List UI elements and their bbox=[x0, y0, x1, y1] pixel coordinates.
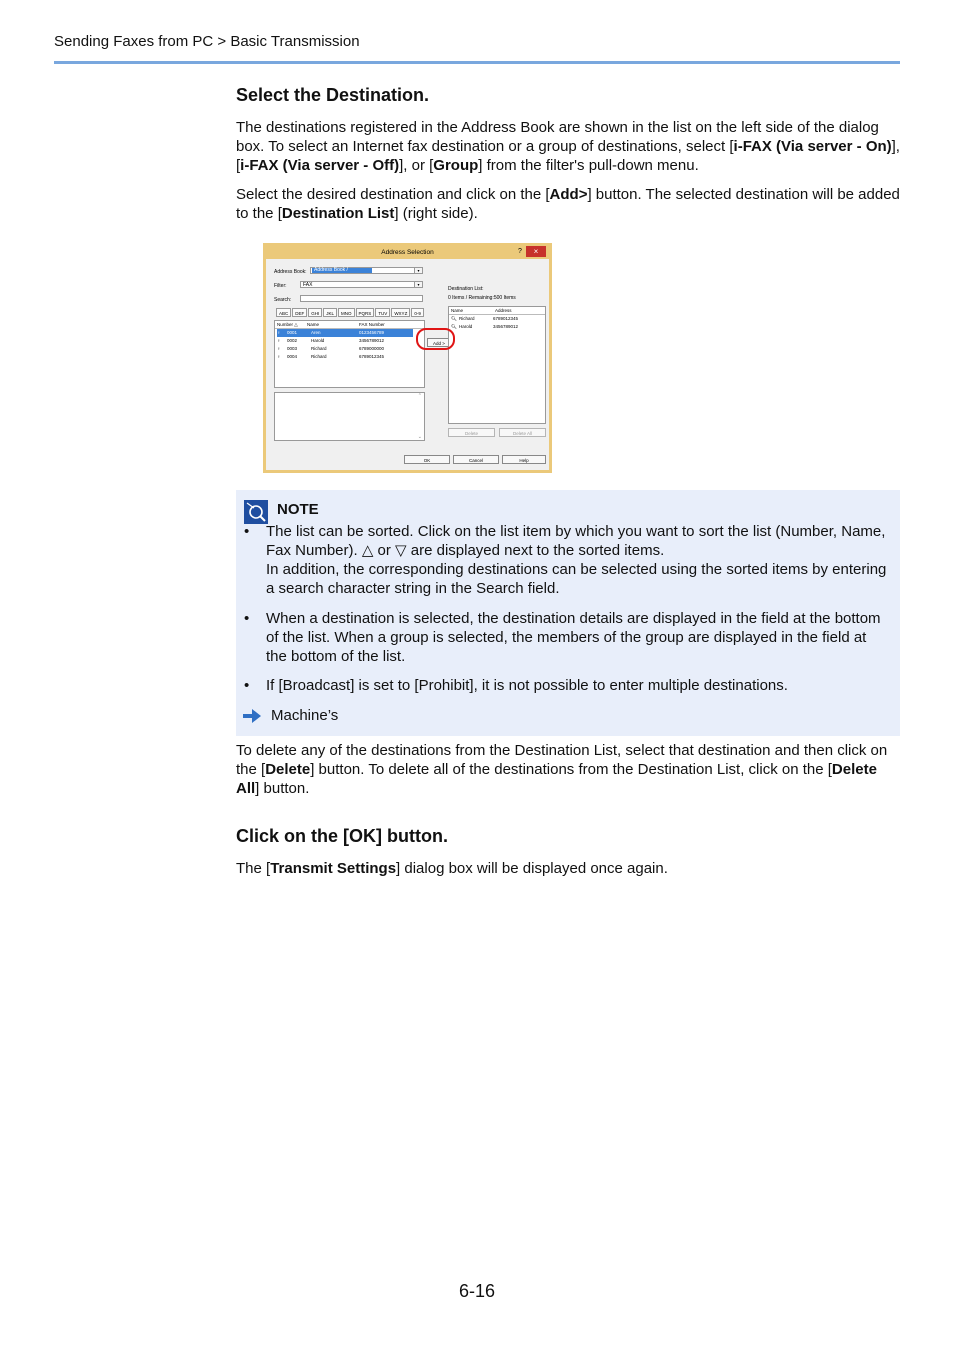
row-fax: 3456789012 bbox=[359, 338, 385, 343]
row-address: 6789012345 bbox=[493, 316, 519, 321]
row-name: Richard bbox=[311, 354, 327, 359]
reference-arrow-icon bbox=[243, 709, 261, 723]
row-address: 3456789012 bbox=[493, 324, 519, 329]
address-list-header bbox=[275, 321, 424, 329]
destination-list-header bbox=[449, 307, 545, 315]
section-heading: Select the Destination. bbox=[236, 85, 430, 105]
text: ] from the filter's pull-down menu. bbox=[478, 157, 699, 174]
text: ] dialog box will be displayed once again. bbox=[396, 860, 668, 877]
address-list bbox=[274, 320, 425, 388]
add-button-highlight bbox=[416, 328, 455, 350]
address-selection-dialog bbox=[263, 243, 552, 473]
list-item[interactable] bbox=[277, 329, 413, 337]
address-book-value: Address Book / bbox=[312, 268, 372, 273]
note-item: When a destination is selected, the destination details are displayed in the field at the bottom of the list. When a group is selected, the members of the group are displayed in the field at the bottom of the list. bbox=[266, 610, 881, 665]
bold-term: i-FAX (Via server - On) bbox=[733, 138, 892, 155]
key-icon: 🔍︎ bbox=[451, 316, 457, 321]
close-button[interactable]: × bbox=[526, 246, 546, 257]
help-button[interactable]: Help bbox=[502, 455, 546, 464]
scroll-down-icon[interactable]: ⌄ bbox=[417, 434, 422, 440]
text: To delete any of the destinations from the Destination List, select that destination and then click on the [ bbox=[236, 742, 888, 778]
bullet: • bbox=[244, 523, 250, 540]
scroll-up-icon[interactable]: ⌃ bbox=[417, 393, 422, 399]
bold-term: Group bbox=[433, 157, 479, 174]
cancel-button[interactable]: Cancel bbox=[453, 455, 499, 464]
filter-select[interactable] bbox=[300, 281, 423, 288]
column-name[interactable]: Name bbox=[451, 308, 464, 313]
key-icon: 🔍︎ bbox=[451, 324, 457, 329]
bullet: • bbox=[244, 677, 250, 694]
text: The destinations registered in the Address Book are shown in the list on the left side of the dialog box. To select an Internet fax destination or a group of destinations, select [ bbox=[236, 119, 879, 155]
tab-ghi[interactable]: GHI bbox=[308, 308, 322, 317]
dialog-titlebar bbox=[266, 246, 549, 259]
list-item[interactable] bbox=[451, 315, 545, 323]
note-item: If [Broadcast] is set to [Prohibit], it is not possible to enter multiple destinations. bbox=[266, 677, 788, 694]
bold-term: Delete All bbox=[236, 761, 877, 797]
reference-link[interactable]: Machine’s bbox=[271, 707, 339, 724]
address-book-label: Address Book: bbox=[274, 269, 307, 275]
index-tabs bbox=[276, 308, 425, 317]
bold-term: Add> bbox=[549, 186, 588, 203]
contact-icon: ♀ bbox=[277, 354, 281, 359]
note-item: The list can be sorted. Click on the list item by which you want to sort the list (Number, Name, Fax Number). △ or ▽ are displayed next to the sorted items. bbox=[266, 523, 886, 559]
tab-0-9[interactable]: 0-9 bbox=[411, 308, 424, 317]
text: ] button. The selected destination will be added to the [ bbox=[236, 186, 900, 222]
note-box bbox=[236, 490, 900, 736]
row-name: Aren bbox=[311, 330, 321, 335]
page-number: 6-16 bbox=[458, 1281, 496, 1301]
destination-details-field bbox=[274, 392, 425, 441]
list-item[interactable] bbox=[277, 337, 413, 345]
bullet: • bbox=[244, 610, 250, 627]
destination-count: 0 Items / Remaining:500 Items bbox=[448, 295, 516, 301]
row-number: 0004 bbox=[287, 354, 298, 359]
chevron-down-icon: ▾ bbox=[414, 268, 422, 273]
text: The [ bbox=[236, 860, 271, 877]
list-item[interactable] bbox=[277, 345, 413, 353]
row-number: 0001 bbox=[287, 330, 298, 335]
contact-icon: ♀ bbox=[277, 330, 281, 335]
text: ], or [ bbox=[399, 157, 434, 174]
section-click-ok bbox=[236, 827, 900, 846]
chevron-down-icon: ▾ bbox=[414, 282, 422, 287]
contact-icon: ♀ bbox=[277, 338, 281, 343]
bold-term: Destination List bbox=[281, 205, 395, 222]
search-label: Search: bbox=[274, 297, 292, 303]
row-name: Richard bbox=[311, 346, 327, 351]
search-input[interactable] bbox=[300, 295, 423, 302]
delete-button[interactable]: Delete bbox=[448, 428, 495, 437]
tab-abc[interactable]: ABC bbox=[276, 308, 291, 317]
tab-mno[interactable]: MNO bbox=[338, 308, 355, 317]
destination-list-label: Destination List: bbox=[448, 286, 484, 292]
bold-term: i-FAX (Via server - Off) bbox=[240, 157, 400, 174]
note-title: NOTE bbox=[277, 501, 319, 518]
text: Select the desired destination and click on the [ bbox=[236, 186, 550, 203]
filter-label: Filter: bbox=[274, 283, 287, 289]
row-name: Harold bbox=[311, 338, 325, 343]
tab-pqrs[interactable]: PQRS bbox=[356, 308, 375, 317]
text: ] button. To delete all of the destinations from the Destination List, click on the [ bbox=[310, 761, 832, 778]
bold-term: Transmit Settings bbox=[270, 860, 397, 877]
header-rule bbox=[54, 61, 900, 64]
add-button[interactable]: Add > bbox=[427, 338, 451, 347]
delete-all-button[interactable]: Delete All bbox=[499, 428, 546, 437]
list-item[interactable] bbox=[277, 353, 413, 361]
list-item[interactable] bbox=[451, 323, 545, 331]
tab-tuv[interactable]: TUV bbox=[375, 308, 390, 317]
row-number: 0003 bbox=[287, 346, 298, 351]
paragraph-transmit bbox=[236, 859, 900, 878]
column-number[interactable]: Number △ bbox=[277, 322, 298, 327]
breadcrumb: Sending Faxes from PC > Basic Transmission bbox=[54, 33, 360, 50]
column-address[interactable]: Address bbox=[495, 308, 512, 313]
address-book-select[interactable] bbox=[310, 267, 423, 274]
paragraph-filter bbox=[236, 118, 900, 175]
text: ] button. bbox=[255, 780, 310, 797]
column-fax-number[interactable]: FAX Number bbox=[359, 322, 385, 327]
tab-wxyz[interactable]: WXYZ bbox=[391, 308, 410, 317]
note-item-continued: In addition, the corresponding destinations can be selected using the sorted items by entering a search character string in the Search field. bbox=[266, 561, 887, 597]
help-icon[interactable]: ? bbox=[518, 248, 522, 255]
bold-term: Delete bbox=[265, 761, 311, 778]
text: ], [ bbox=[236, 138, 900, 174]
row-fax: 6789000000 bbox=[359, 346, 385, 351]
row-fax: 6789012345 bbox=[359, 354, 385, 359]
note-icon bbox=[244, 500, 268, 524]
dialog-title: Address Selection bbox=[381, 249, 434, 256]
row-name: Harold bbox=[459, 324, 473, 329]
row-name: Richard bbox=[459, 316, 475, 321]
section-heading: Click on the [OK] button. bbox=[236, 826, 448, 846]
paragraph-add bbox=[236, 185, 900, 223]
tab-def[interactable]: DEF bbox=[292, 308, 307, 317]
section-select-destination bbox=[236, 86, 900, 105]
ok-button[interactable]: OK bbox=[404, 455, 450, 464]
row-fax: 0123456789 bbox=[359, 330, 385, 335]
column-name[interactable]: Name bbox=[307, 322, 320, 327]
contact-icon: ♀ bbox=[277, 346, 281, 351]
filter-value: FAX bbox=[303, 282, 313, 288]
text: ] (right side). bbox=[394, 205, 478, 222]
tab-jkl[interactable]: JKL bbox=[323, 308, 337, 317]
row-number: 0002 bbox=[287, 338, 298, 343]
paragraph-delete bbox=[236, 741, 900, 798]
destination-list bbox=[448, 306, 546, 424]
